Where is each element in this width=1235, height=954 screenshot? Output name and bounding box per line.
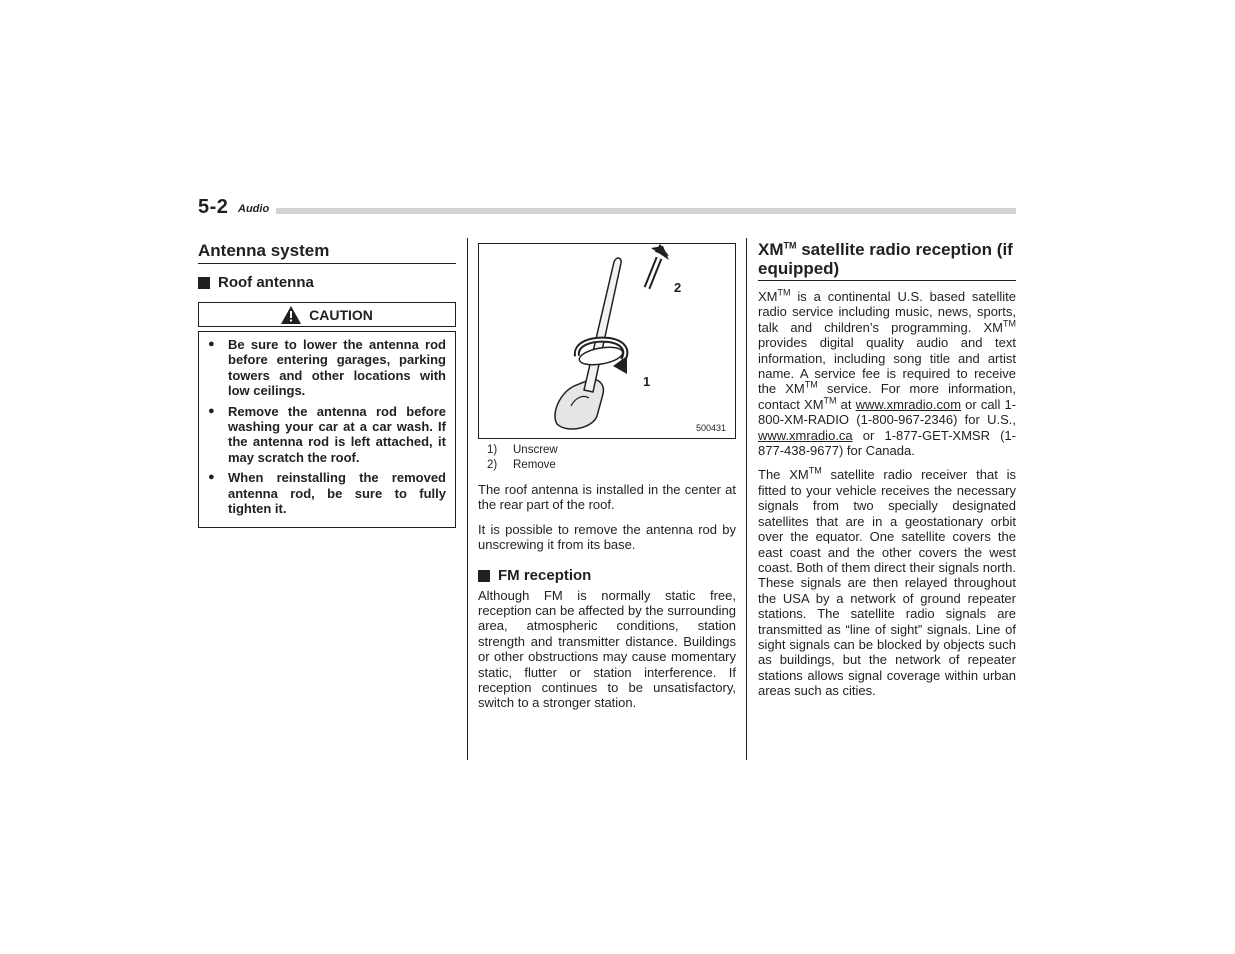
caution-label: CAUTION [309,306,373,323]
paragraph-text: service. For more information, contact XM [758,381,1017,412]
legend-text: Unscrew [513,444,558,456]
legend-number: 1) [487,444,498,456]
trademark: TM [1003,318,1016,329]
caution-item [207,470,446,516]
trademark: TM [808,466,822,477]
title-text: satellite radio reception (if equipped) [758,240,1013,278]
antenna-system-title: Antenna system [198,240,456,264]
paragraph-text: satellite radio receiver that is fitted to your vehicle receives the necessary signals from two specially designated satellites that are in a geostationary orbit over the equator. One satellite covers the east coast and the other covers the west coast. Both of them direct their signals north. These signals are then relayed throughout the USA by a network of ground repeater stations. The satellite radio signals are transmitted as “line of sight” signals. Line of sight signals can be blocked by objects such as buildings, but the network of repeater stations allows signal coverage within urban areas such as cities. [758,467,1016,699]
column-divider-2 [746,238,747,760]
xm-text: XM [758,289,778,304]
legend-item [478,443,736,458]
bullet-icon: ● [208,471,215,484]
paragraph-text: provides digital quality audio and text information, including song title and artist name. A service fee is required to receive the XM [758,335,1016,397]
fm-reception-paragraph: Although FM is normally static free, reception can be affected by the surrounding area, atmospheric conditions, station strength and transmitter distance. Buildings or other obstructions may cause momentary static, flutter or station interference. If reception continues to be unsatisfactory, switch to a stronger station. [478,587,736,711]
paragraph-text: is a continental U.S. based satellite radio service including music, news, sports, talk and children’s programming. XM [758,289,1016,335]
figure-legend [478,443,736,473]
legend-text: Remove [513,459,556,471]
bullet-icon: ● [208,338,215,350]
figure-label-1: 1 [643,374,651,389]
caution-text: Remove the antenna rod before washing your car at a car wash. If the antenna rod is left attached, it may scratch the roof. [228,403,446,465]
fm-reception-title: FM reception [498,566,592,584]
roof-antenna-illustration [479,244,735,438]
page-header [198,196,1016,218]
square-bullet-icon [198,277,210,289]
trademark: TM [777,287,791,298]
column-divider-1 [467,238,468,760]
antenna-figure [478,243,736,439]
section-name: Audio [238,203,270,215]
fm-reception-heading [478,567,736,585]
page-number: 5-2 [198,196,229,218]
paragraph-text: or call 1-800-XM-RADIO (1-800-967-2346) for U.S., [758,396,1016,428]
roof-antenna-heading [198,274,456,292]
bullet-icon: ● [208,404,215,417]
caution-header [198,302,456,327]
legend-number: 2) [487,459,498,471]
legend-item [478,458,736,473]
column-antenna-system [198,240,456,528]
xm-radio-title [758,240,1016,281]
square-bullet-icon [478,570,490,582]
caution-text: Be sure to lower the antenna rod before entering garages, parking towers and other locations with low ceilings. [228,337,446,399]
roof-antenna-title: Roof antenna [218,274,314,291]
header-rule [276,208,1016,214]
paragraph-text: or 1-877-GET-XMSR (1-877-438-9677) for Canada. [758,427,1016,459]
caution-body [198,331,456,528]
antenna-removal-paragraph: It is possible to remove the antenna rod by unscrewing it from its base. [478,521,736,553]
column-roof-antenna [478,240,736,711]
figure-label-2: 2 [674,280,682,295]
xmradio-canada-link[interactable]: www.xmradio.ca [758,427,853,443]
xmradio-us-link[interactable]: www.xmradio.com [855,396,962,412]
xm-text: XM [758,240,784,259]
warning-triangle-icon [281,306,301,324]
column-xm-radio [758,240,1016,699]
paragraph-text: The XM [758,467,809,483]
trademark: TM [804,380,818,391]
figure-code: 500431 [695,423,726,433]
paragraph-text: at [836,396,856,412]
xm-service-paragraph [758,289,1016,458]
xm-receiver-paragraph [758,467,1016,698]
trademark: TM [783,240,797,251]
trademark: TM [823,395,837,406]
caution-text: When reinstalling the removed antenna rod, be sure to fully tighten it. [228,470,446,517]
antenna-location-paragraph: The roof antenna is installed in the center at the rear part of the roof. [478,482,736,513]
caution-item [207,404,446,466]
caution-item [207,337,446,399]
